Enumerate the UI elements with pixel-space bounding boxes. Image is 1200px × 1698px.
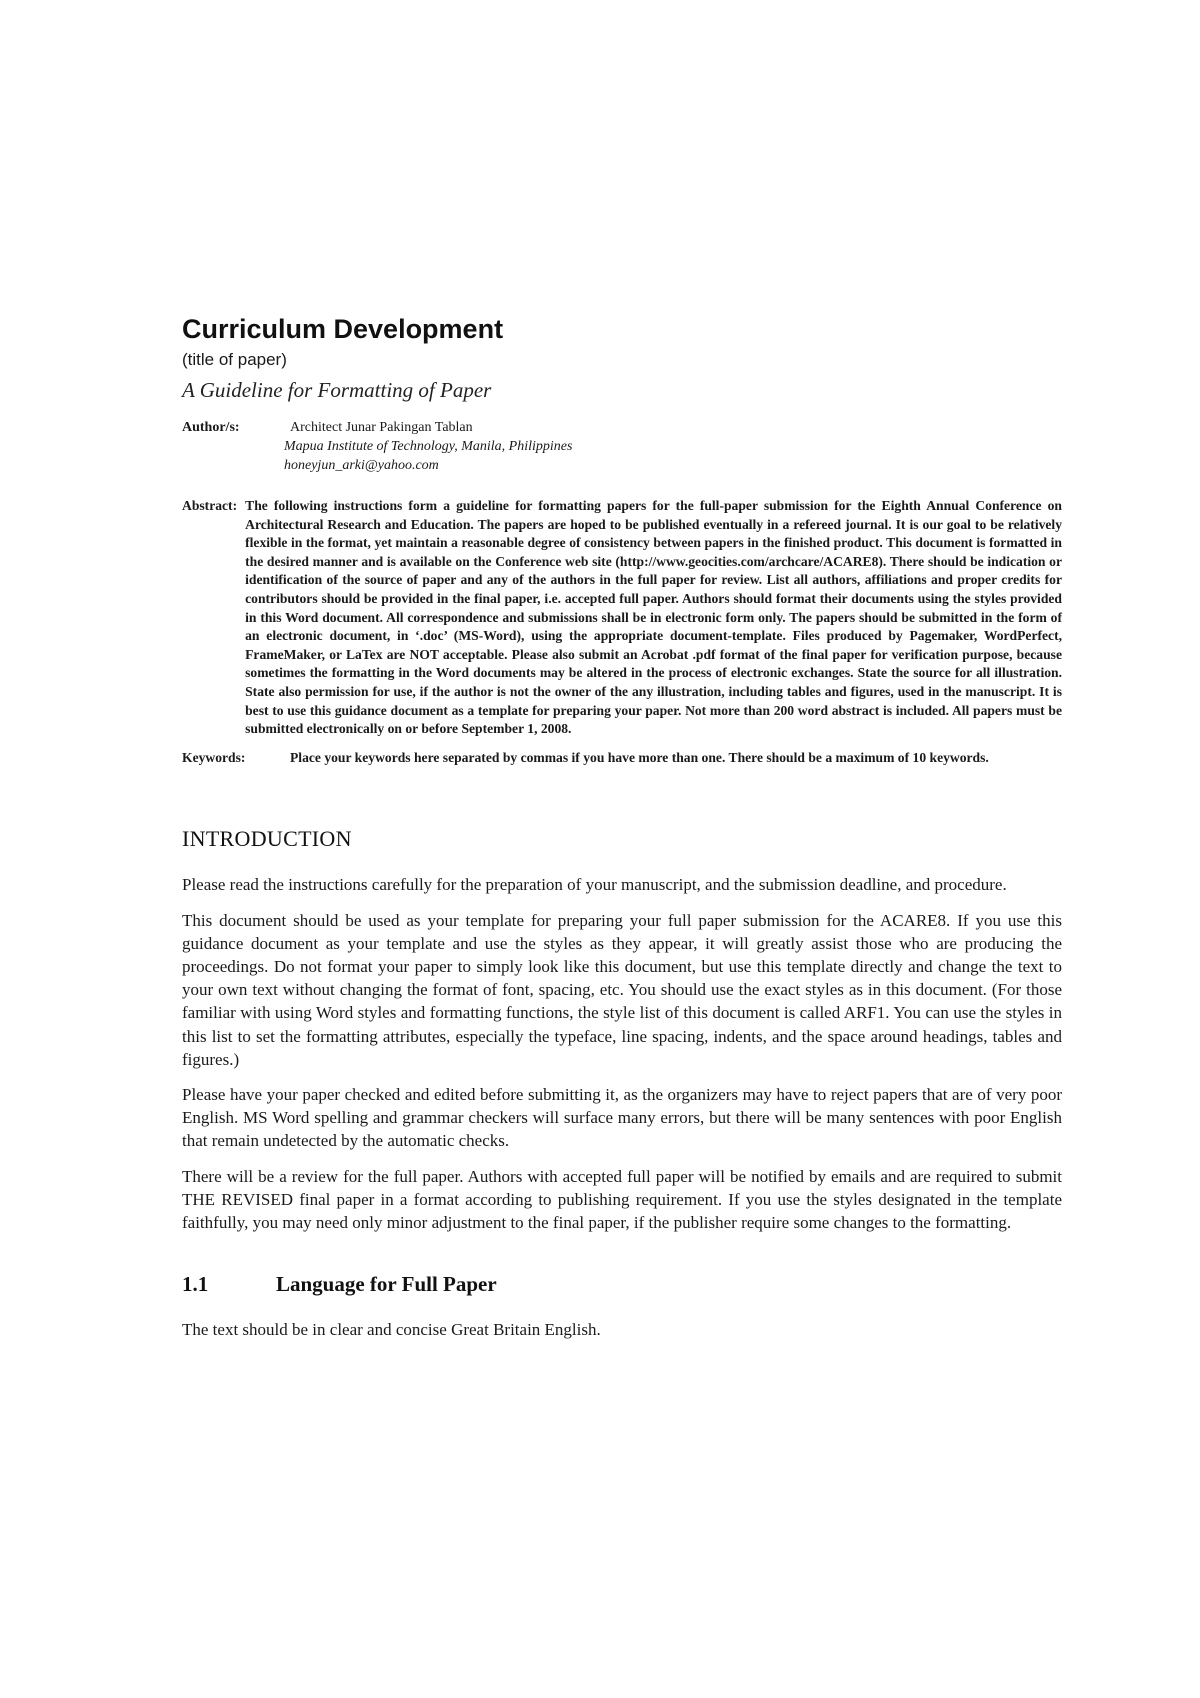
paper-title: Curriculum Development — [182, 314, 504, 344]
section-number: 1.1 — [182, 1272, 209, 1297]
authors-row — [182, 418, 1062, 437]
keywords-row — [182, 749, 1062, 768]
author-email: honeyjun_arki@yahoo.com — [284, 458, 439, 473]
section-1-1-paragraph: The text should be in clear and concise Great Britain English. — [182, 1320, 601, 1340]
email-row — [182, 456, 1062, 475]
abstract-text: The following instructions form a guideline for formatting papers for the full-paper submission for the Eighth Annual Conference on Architectural Research and Education. The papers are hoped to be published eventually in a refereed journal. It is our goal to be relatively flexible in the format, yet maintain a reasonable degree of consistency between papers in the finished product. This document is formatted in the desired manner and is available on the Conference web site (http://www.geocities.com/archcare/ACARE8). There should be indication or identification of the source of paper and any of the authors in the full paper for review. List all authors, affiliations and proper credits for contributors should be provided in the final paper, i.e. accepted full paper. Authors should format their documents using the styles provided in this Word document. All correspondence and submissions shall be in electronic form only. The papers should be submitted in the form of an electronic document, in ‘.doc’ (MS-Word), using the appropriate document-template. Files produced by Pagemaker, WordPerfect, FrameMaker, or LaTex are NOT acceptable. Please also submit an Acrobat .pdf format of the final paper for verification purpose, because sometimes the formatting in the Word documents may be altered in the process of electronic exchanges. State the source for all illustration. State also permission for use, if the author is not the owner of the any illustration, including tables and figures, used in the manuscript. It is best to use this guidance document as a template for preparing your paper. Not more than 200 word abstract is included. All papers must be submitted electronically on or before September 1, 2008. — [245, 498, 1062, 737]
abstract-block — [182, 497, 1062, 739]
intro-paragraph-4: There will be a review for the full paper. Authors with accepted full paper will be notified by emails and are required to submit THE REVISED final paper in a format according to publishing requirement. If you use the styles designated in the template faithfully, you may need only minor adjustment to the final paper, if the publisher require some changes to the formatting. — [182, 1166, 1062, 1232]
authors-block — [182, 418, 1062, 475]
intro-paragraph-2: This document should be used as your template for preparing your full paper submission for the ACARE8. If you use this guidance document as your template and use the styles as they appear, it will greatly assist those who are producing the proceedings. Do not format your paper to simply look like this document, but use this template directly and change the text to your own text without changing the format of font, spacing, etc. You should use the exact styles as in this document. (For those familiar with using Word styles and formatting functions, the style list of this document is called ARF1. You can use the styles in this list to set the formatting attributes, especially the typeface, line spacing, indents, and the space around headings, tables and figures.) — [182, 910, 1062, 1069]
author-affiliation: Mapua Institute of Technology, Manila, Philippines — [284, 439, 573, 454]
intro-paragraph-3: Please have your paper checked and edited before submitting it, as the organizers may have to reject papers that are of very poor English. MS Word spelling and grammar checkers will surface many errors, but there will be many sentences with poor English that remain undetected by the automatic checks. — [182, 1084, 1062, 1151]
title-note: (title of paper) — [182, 350, 287, 369]
section-1-1-heading — [182, 1270, 1062, 1298]
abstract-row — [182, 497, 1062, 739]
introduction-heading: INTRODUCTION — [182, 826, 352, 852]
abstract-label: Abstract: — [182, 498, 238, 513]
section-title: Language for Full Paper — [276, 1272, 497, 1297]
document-page — [182, 312, 1062, 1341]
keywords-text: Place your keywords here separated by commas if you have more than one. There should be a maximum of 10 keywords. — [290, 749, 989, 765]
paper-subtitle: A Guideline for Formatting of Paper — [182, 378, 492, 402]
intro-paragraph-1: Please read the instructions carefully for the preparation of your manuscript, and the submission deadline, and procedure. — [182, 875, 1007, 895]
affiliation-row — [182, 437, 1062, 456]
keywords-label: Keywords: — [182, 749, 246, 765]
author-name: Architect Junar Pakingan Tablan — [290, 420, 473, 435]
authors-label: Author/s: — [182, 420, 240, 435]
